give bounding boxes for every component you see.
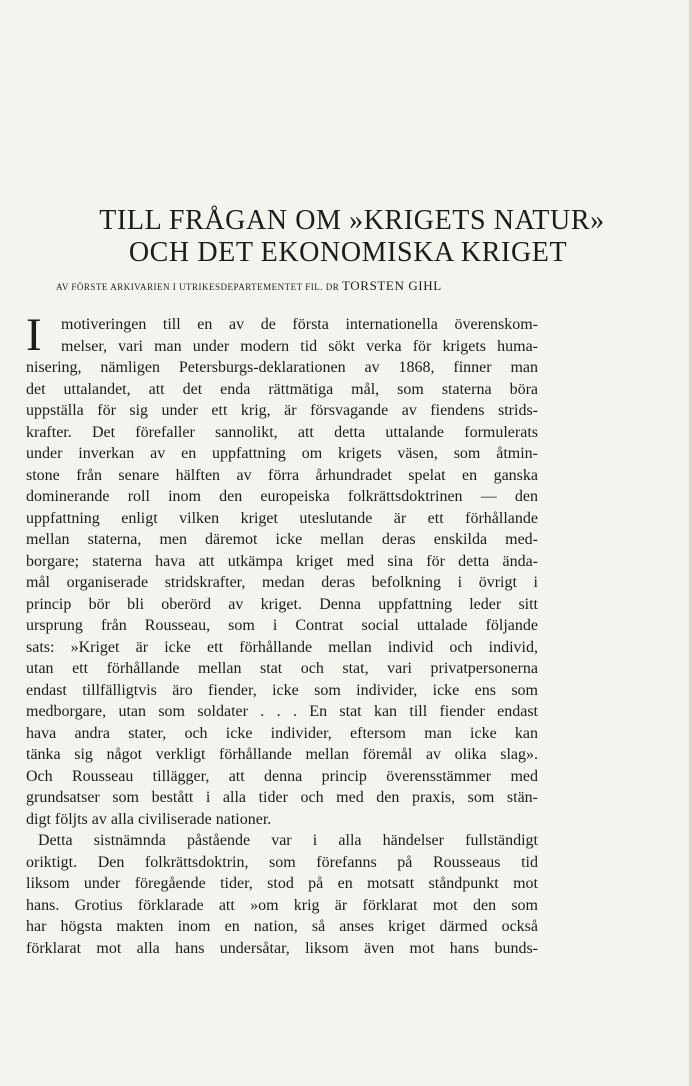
article-body — [26, 309, 538, 959]
text-line: motiveringen till en av de första internationella överenskom- — [61, 316, 538, 333]
text-line: uppställa för sig under ett krig, är försvagande av fiendens strids- — [26, 402, 538, 419]
text-line: Och Rousseau tillägger, att denna princip överensstämmer med — [26, 767, 538, 785]
text-line: grundsatser som bestått i alla tider och med den praxis, som stän- — [26, 789, 538, 806]
text-line: dominerande roll inom den europeiska folkrättsdoktrinen — den — [26, 488, 538, 505]
drop-cap: I — [26, 309, 42, 361]
text-line: ursprung från Rousseau, som i Contrat social uttalade följande — [26, 617, 538, 634]
text-line: uppfattning enligt vilken kriget uteslutande är ett förhållande — [26, 509, 538, 527]
text-line: endast tillfälligtvis äro fiender, icke som individer, icke ens som — [26, 681, 538, 699]
text-line: nisering, nämligen Petersburgs-deklarationen av 1868, finner man — [26, 359, 538, 376]
text-line: Detta sistnämnda påstående var i alla händelser fullständigt — [38, 832, 538, 849]
byline-prefix: AV FÖRSTE ARKIVARIEN I UTRIKESDEPARTEMENTET FIL. DR — [56, 282, 340, 292]
text-line: krafter. Det förefaller sannolikt, att detta uttalande formulerats — [26, 423, 538, 441]
text-line: utan ett förhållande mellan stat och stat, vari privatpersonerna — [26, 660, 538, 677]
text-line: digt följts av alla civiliserade nationer. — [26, 810, 272, 828]
text-line: mellan staterna, men däremot icke mellan deras enskilda med- — [26, 531, 538, 548]
text-line: förklarat mot alla hans undersåtar, liksom även mot hans bunds- — [26, 939, 538, 957]
text-line: det uttalandet, att det enda rättmätiga mål, som staterna böra — [26, 380, 538, 398]
byline — [56, 278, 526, 295]
text-line: princip bör bli oberörd av kriget. Denna uppfattning leder sitt — [26, 595, 538, 613]
text-line: mål organiserade stridskrafter, medan deras befolkning i övrigt i — [26, 574, 538, 591]
author-name: TORSTEN GIHL — [342, 278, 442, 293]
text-line: liksom under föregående tider, stod på en motsatt ståndpunkt mot — [26, 875, 538, 892]
text-line: hans. Grotius förklarade att »om krig är förklarat mot den som — [26, 896, 538, 914]
text-line: melser, vari man under modern tid sökt verka för krigets huma- — [61, 337, 538, 355]
text-line: tänka sig något verkligt förhållande mellan föremål av olika slag». — [26, 746, 538, 763]
text-line: oriktigt. Den folkrättsdoktrin, som förefanns på Rousseaus tid — [26, 853, 538, 871]
text-line: hava andra stater, och icke individer, eftersom man icke kan — [26, 724, 538, 742]
text-line: har högsta makten inom en nation, så anses kriget därmed också — [26, 918, 538, 935]
article-title-line-2: OCH DET EKONOMISKA KRIGET — [128, 237, 568, 268]
text-line: sats: »Kriget är icke ett förhållande mellan individ och individ, — [26, 638, 538, 656]
text-line: borgare; staterna hava att utkämpa kriget med sina för detta ända- — [26, 552, 538, 570]
text-line: medborgare, utan som soldater . . . En stat kan till fiender endast — [26, 703, 538, 720]
article-title-line-1: TILL FRÅGAN OM »KRIGETS NATUR» — [99, 205, 605, 236]
text-line: under inverkan av en uppfattning om krigets väsen, som åtmin- — [26, 445, 538, 462]
text-line: stone från senare hälften av förra århundradet spelat en ganska — [26, 466, 538, 484]
